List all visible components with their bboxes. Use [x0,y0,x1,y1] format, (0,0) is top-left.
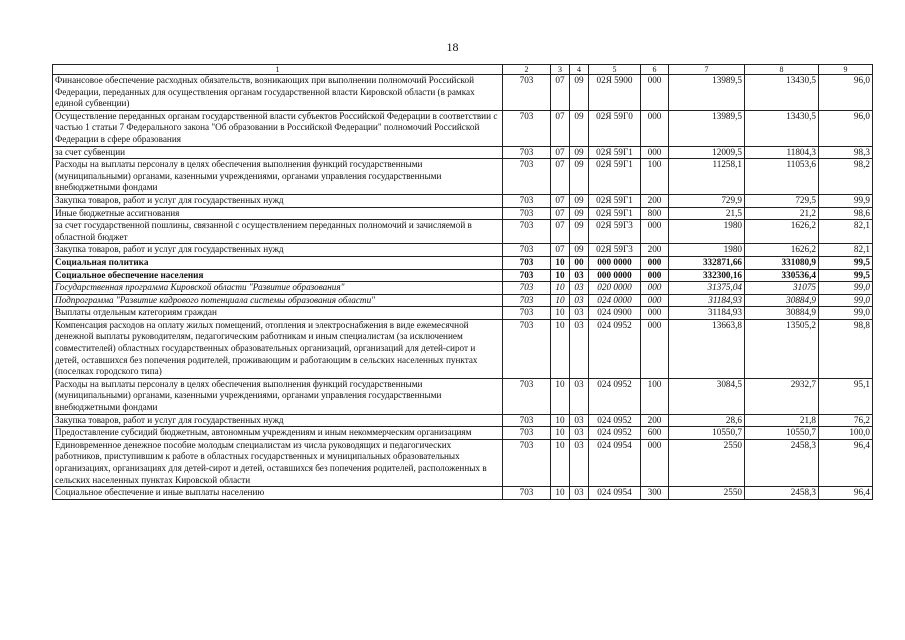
plan-amount-cell: 332300,16 [669,269,745,282]
subsection-cell: 09 [570,146,589,159]
target-item-cell: 024 0954 [589,439,641,486]
plan-amount-cell: 13663,8 [669,319,745,378]
subsection-cell: 03 [570,307,589,320]
target-item-cell: 024 0000 [589,294,641,307]
subsection-cell: 03 [570,427,589,440]
plan-amount-cell: 13989,5 [669,110,745,146]
target-item-cell: 02Я 59Г0 [589,110,641,146]
table-row [53,159,873,195]
actual-amount-cell: 2458,3 [745,439,819,486]
expense-type-cell: 100 [641,159,669,195]
subsection-cell: 03 [570,487,589,500]
row-description: за счет субвенции [53,146,503,159]
row-description: Компенсация расходов на оплату жилых помещений, отопления и электроснабжения в виде ежемесячной денежной выплаты руководителям, педагогическим работникам и иным специалистам (за исключением совместителей) областных государственных образовательных организаций, организаций для детей-сирот и детей, оставшихся без попечения родителей, проживающим и работающим в сельских населенных пунктах (поселках городского типа) [53,319,503,378]
admin-code-cell: 703 [503,244,551,257]
table-row [53,378,873,414]
section-cell: 10 [551,294,570,307]
target-item-cell: 024 0900 [589,307,641,320]
actual-amount-cell: 13430,5 [745,75,819,111]
plan-amount-cell: 12009,5 [669,146,745,159]
percent-cell: 76,2 [819,414,873,427]
expense-type-cell: 000 [641,110,669,146]
section-cell: 07 [551,146,570,159]
row-description: Расходы на выплаты персоналу в целях обеспечения выполнения функций государственными (муниципальными) органами, казенными учреждениями, органами управления государственными внебюджетными фондами [53,159,503,195]
expense-type-cell: 000 [641,220,669,244]
table-row [53,319,873,378]
expense-type-cell: 100 [641,378,669,414]
table-row [53,294,873,307]
actual-amount-cell: 21,8 [745,414,819,427]
plan-amount-cell: 2550 [669,487,745,500]
section-cell: 10 [551,256,570,269]
row-description: Социальное обеспечение и иные выплаты населению [53,487,503,500]
column-header: 3 [551,65,570,75]
row-description: Предоставление субсидий бюджетным, автономным учреждениям и иным некоммерческим организациям [53,427,503,440]
row-description: за счет государственной пошлины, связанной с осуществлением переданных полномочий и зачисляемой в областной бюджет [53,220,503,244]
row-description: Подпрограмма "Развитие кадрового потенциала системы образования области" [53,294,503,307]
target-item-cell: 02Я 59Г1 [589,159,641,195]
table-row [53,194,873,207]
admin-code-cell: 703 [503,75,551,111]
expense-type-cell: 000 [641,282,669,295]
section-cell: 07 [551,244,570,257]
expense-type-cell: 000 [641,269,669,282]
actual-amount-cell: 11053,6 [745,159,819,195]
admin-code-cell: 703 [503,378,551,414]
percent-cell: 99,0 [819,282,873,295]
plan-amount-cell: 31184,93 [669,307,745,320]
percent-cell: 98,8 [819,319,873,378]
target-item-cell: 02Я 59Г1 [589,146,641,159]
expense-type-cell: 800 [641,207,669,220]
percent-cell: 99,5 [819,269,873,282]
section-cell: 10 [551,269,570,282]
subsection-cell: 09 [570,244,589,257]
section-cell: 07 [551,75,570,111]
actual-amount-cell: 13430,5 [745,110,819,146]
section-cell: 07 [551,110,570,146]
row-description: Социальная политика [53,256,503,269]
percent-cell: 99,9 [819,194,873,207]
section-cell: 07 [551,207,570,220]
actual-amount-cell: 13505,2 [745,319,819,378]
actual-amount-cell: 2932,7 [745,378,819,414]
expense-type-cell: 200 [641,414,669,427]
target-item-cell: 02Я 59Г1 [589,194,641,207]
subsection-cell: 09 [570,220,589,244]
table-row [53,244,873,257]
section-cell: 07 [551,194,570,207]
column-header: 1 [53,65,503,75]
expense-type-cell: 300 [641,487,669,500]
target-item-cell: 024 0952 [589,378,641,414]
admin-code-cell: 703 [503,220,551,244]
actual-amount-cell: 1626,2 [745,244,819,257]
row-description: Государственная программа Кировской области "Развитие образования" [53,282,503,295]
plan-amount-cell: 11258,1 [669,159,745,195]
actual-amount-cell: 729,5 [745,194,819,207]
admin-code-cell: 703 [503,207,551,220]
subsection-cell: 03 [570,378,589,414]
plan-amount-cell: 31375,04 [669,282,745,295]
admin-code-cell: 703 [503,294,551,307]
admin-code-cell: 703 [503,194,551,207]
table-row [53,487,873,500]
actual-amount-cell: 31075 [745,282,819,295]
target-item-cell: 020 0000 [589,282,641,295]
target-item-cell: 02Я 5900 [589,75,641,111]
expense-type-cell: 000 [641,439,669,486]
target-item-cell: 000 0000 [589,269,641,282]
actual-amount-cell: 331080,9 [745,256,819,269]
table-header-row [53,65,873,75]
row-description: Финансовое обеспечение расходных обязательств, возникающих при выполнении полномочий Российской Федерации, переданных для осуществления органам государственной власти Кировской области (в рамках единой субвенции) [53,75,503,111]
subsection-cell: 00 [570,256,589,269]
target-item-cell: 024 0954 [589,487,641,500]
percent-cell: 100,0 [819,427,873,440]
plan-amount-cell: 21,5 [669,207,745,220]
plan-amount-cell: 28,6 [669,414,745,427]
admin-code-cell: 703 [503,414,551,427]
admin-code-cell: 703 [503,487,551,500]
row-description: Социальное обеспечение населения [53,269,503,282]
percent-cell: 96,4 [819,439,873,486]
percent-cell: 82,1 [819,244,873,257]
table-row [53,414,873,427]
column-header: 6 [641,65,669,75]
row-description: Иные бюджетные ассигнования [53,207,503,220]
percent-cell: 99,0 [819,294,873,307]
admin-code-cell: 703 [503,256,551,269]
percent-cell: 98,6 [819,207,873,220]
admin-code-cell: 703 [503,146,551,159]
row-description: Закупка товаров, работ и услуг для государственных нужд [53,414,503,427]
subsection-cell: 03 [570,282,589,295]
plan-amount-cell: 10550,7 [669,427,745,440]
percent-cell: 96,0 [819,110,873,146]
column-header: 9 [819,65,873,75]
admin-code-cell: 703 [503,427,551,440]
section-cell: 10 [551,439,570,486]
plan-amount-cell: 13989,5 [669,75,745,111]
section-cell: 10 [551,319,570,378]
subsection-cell: 03 [570,319,589,378]
target-item-cell: 02Я 59Г3 [589,244,641,257]
section-cell: 07 [551,159,570,195]
target-item-cell: 02Я 59Г3 [589,220,641,244]
percent-cell: 98,3 [819,146,873,159]
column-header: 8 [745,65,819,75]
target-item-cell: 02Я 59Г1 [589,207,641,220]
plan-amount-cell: 1980 [669,220,745,244]
expense-type-cell: 000 [641,307,669,320]
table-row [53,439,873,486]
section-cell: 10 [551,307,570,320]
row-description: Единовременное денежное пособие молодым специалистам из числа руководящих и педагогических работников, приступившим к работе в областных государственных и муниципальных образовательных организациях, организациях для детей-сирот и детей, оставшихся без попечения родителей, расположенных в сельских населенных пунктах Кировской области [53,439,503,486]
section-cell: 10 [551,427,570,440]
actual-amount-cell: 330536,4 [745,269,819,282]
admin-code-cell: 703 [503,282,551,295]
expense-type-cell: 200 [641,244,669,257]
percent-cell: 98,2 [819,159,873,195]
percent-cell: 95,1 [819,378,873,414]
table-row [53,220,873,244]
actual-amount-cell: 10550,7 [745,427,819,440]
subsection-cell: 09 [570,159,589,195]
section-cell: 10 [551,282,570,295]
row-description: Осуществление переданных органам государственной власти субъектов Российской Федерации в соответствии с частью 1 статьи 7 Федерального закона "Об образовании в Российской Федерации" полномочий Российской Федерации в сфере образования [53,110,503,146]
target-item-cell: 024 0952 [589,319,641,378]
column-header: 7 [669,65,745,75]
table-row [53,282,873,295]
table-row [53,207,873,220]
section-cell: 10 [551,378,570,414]
plan-amount-cell: 2550 [669,439,745,486]
actual-amount-cell: 1626,2 [745,220,819,244]
subsection-cell: 03 [570,414,589,427]
table-row [53,427,873,440]
table-row [53,307,873,320]
table-body [53,75,873,500]
expense-type-cell: 000 [641,294,669,307]
expense-type-cell: 200 [641,194,669,207]
expense-type-cell: 000 [641,75,669,111]
table-row [53,110,873,146]
row-description: Закупка товаров, работ и услуг для государственных нужд [53,194,503,207]
row-description: Расходы на выплаты персоналу в целях обеспечения выполнения функций государственными (муниципальными) органами, казенными учреждениями, органами управления государственными внебюджетными фондами [53,378,503,414]
budget-table [52,64,873,500]
expense-type-cell: 000 [641,256,669,269]
admin-code-cell: 703 [503,269,551,282]
admin-code-cell: 703 [503,319,551,378]
admin-code-cell: 703 [503,439,551,486]
plan-amount-cell: 729,9 [669,194,745,207]
plan-amount-cell: 1980 [669,244,745,257]
actual-amount-cell: 21,2 [745,207,819,220]
plan-amount-cell: 31184,93 [669,294,745,307]
target-item-cell: 024 0952 [589,427,641,440]
target-item-cell: 000 0000 [589,256,641,269]
column-header: 4 [570,65,589,75]
row-description: Выплаты отдельным категориям граждан [53,307,503,320]
subsection-cell: 03 [570,269,589,282]
table-row [53,256,873,269]
table-row [53,146,873,159]
subsection-cell: 03 [570,439,589,486]
target-item-cell: 024 0952 [589,414,641,427]
page-number: 18 [446,40,459,54]
percent-cell: 96,4 [819,487,873,500]
expense-type-cell: 600 [641,427,669,440]
plan-amount-cell: 332871,66 [669,256,745,269]
actual-amount-cell: 11804,3 [745,146,819,159]
admin-code-cell: 703 [503,159,551,195]
admin-code-cell: 703 [503,110,551,146]
expense-type-cell: 000 [641,319,669,378]
actual-amount-cell: 30884,9 [745,307,819,320]
subsection-cell: 09 [570,194,589,207]
table-row [53,269,873,282]
column-header: 5 [589,65,641,75]
subsection-cell: 09 [570,207,589,220]
actual-amount-cell: 30884,9 [745,294,819,307]
table-row [53,75,873,111]
percent-cell: 99,5 [819,256,873,269]
percent-cell: 82,1 [819,220,873,244]
actual-amount-cell: 2458,3 [745,487,819,500]
column-header: 2 [503,65,551,75]
row-description: Закупка товаров, работ и услуг для государственных нужд [53,244,503,257]
percent-cell: 96,0 [819,75,873,111]
section-cell: 07 [551,220,570,244]
subsection-cell: 03 [570,294,589,307]
plan-amount-cell: 3084,5 [669,378,745,414]
section-cell: 10 [551,487,570,500]
section-cell: 10 [551,414,570,427]
admin-code-cell: 703 [503,307,551,320]
subsection-cell: 09 [570,75,589,111]
percent-cell: 99,0 [819,307,873,320]
subsection-cell: 09 [570,110,589,146]
expense-type-cell: 000 [641,146,669,159]
